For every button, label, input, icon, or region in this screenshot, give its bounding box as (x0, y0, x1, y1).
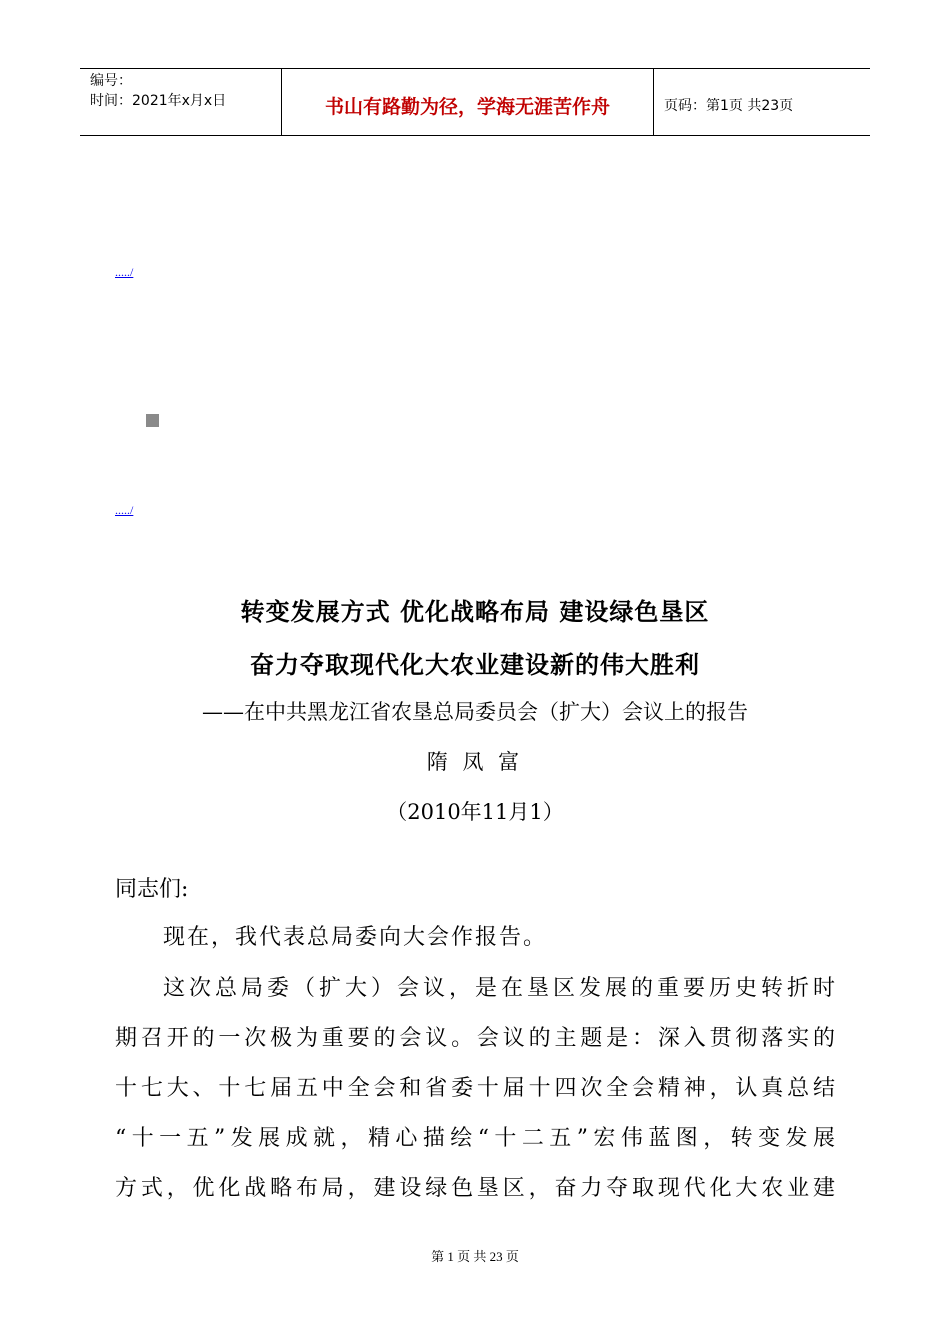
page-footer: 第 1 页 共 23 页 (431, 1249, 519, 1264)
report-date: （2010年11月1） (386, 800, 564, 824)
number-label: 编号： (90, 73, 132, 89)
paragraph-2-line: 期召开的一次极为重要的会议。会议的主题是：深入贯彻落实的 (115, 1026, 837, 1051)
header-page-info: 页码：第1页 共23页 (664, 98, 794, 114)
subtitle: ——在中共黑龙江省农垦总局委员会（扩大）会议上的报告 (202, 700, 748, 724)
paragraph-1: 现在，我代表总局委向大会作报告。 (163, 925, 548, 950)
link-first[interactable]: ...../ (115, 265, 134, 279)
paragraph-2-line: 这次总局委（扩大）会议，是在垦区发展的重要历史转折时 (163, 976, 837, 1001)
salutation: 同志们: (115, 877, 189, 902)
header-meta (80, 69, 281, 135)
link-second[interactable]: ...../ (115, 503, 134, 517)
paragraph-2-line: 方式，优化战略布局，建设绿色垦区，奋力夺取现代化大农业建 (115, 1176, 837, 1201)
header-motto: 书山有路勤为径，学海无涯苦作舟 (281, 69, 654, 135)
title-line-1: 转变发展方式 优化战略布局 建设绿色垦区 (240, 598, 710, 626)
image-placeholder-icon (146, 414, 159, 427)
time-label: 时间：2021年x月x日 (90, 93, 227, 109)
paragraph-2-line: “十一五”发展成就，精心描绘“十二五”宏伟蓝图，转变发展 (115, 1126, 837, 1151)
author: 隋 凤 富 (426, 750, 524, 774)
paragraph-2-line: 十七大、十七届五中全会和省委十届十四次全会精神，认真总结 (115, 1076, 837, 1101)
title-line-2: 奋力夺取现代化大农业建设新的伟大胜利 (250, 651, 700, 679)
document-header (80, 68, 870, 136)
